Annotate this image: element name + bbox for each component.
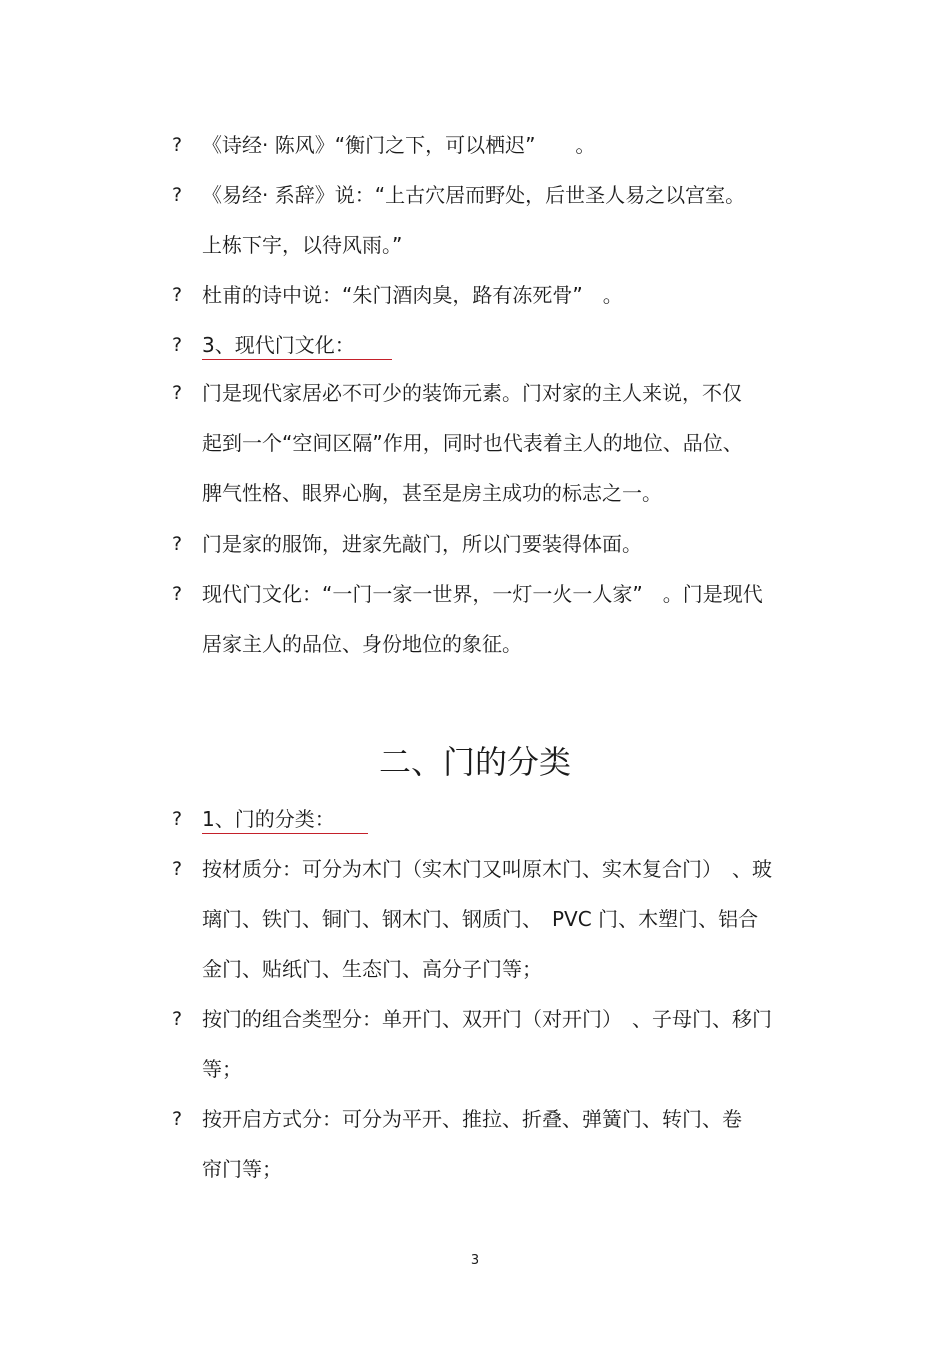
text-line: 杜甫的诗中说：“朱门酒肉臭，路有冻死骨” 。 — [202, 283, 623, 307]
text-line: 帘门等； — [202, 1157, 282, 1181]
bullet-marker: ? — [172, 134, 183, 156]
text-line: 上栋下宇，以待风雨。” — [202, 233, 403, 257]
text-line: 现代门文化：“一门一家一世界，一灯一火一人家” 。门是现代 — [202, 582, 763, 606]
text-line: 居家主人的品位、身份地位的象征。 — [202, 632, 522, 656]
bullet-marker: ? — [172, 583, 183, 605]
text-line: 璃门、铁门、铜门、钢木门、钢质门、 PVC 门、木塑门、铝合 — [202, 907, 759, 931]
bullet-marker: ? — [172, 284, 183, 306]
text-line: 金门、贴纸门、生态门、高分子门等； — [202, 957, 542, 981]
section-title: 二、门的分类 — [378, 743, 571, 781]
page-number: 3 — [470, 1253, 480, 1268]
text-line: 《诗经· 陈风》“衡门之下，可以栖迟” 。 — [202, 133, 596, 157]
underlined-heading: 3、现代门文化： — [202, 331, 392, 360]
subheading-door-classification — [202, 805, 368, 834]
text-line: 脾气性格、眼界心胸，甚至是房主成功的标志之一。 — [202, 481, 662, 505]
subheading-modern-door-culture — [202, 331, 392, 360]
bullet-marker: ? — [172, 184, 183, 206]
bullet-marker: ? — [172, 334, 183, 356]
text-line: 按开启方式分：可分为平开、推拉、折叠、弹簧门、转门、卷 — [202, 1107, 742, 1131]
text-line: 按门的组合类型分：单开门、双开门（对开门） 、子母门、移门 — [202, 1007, 772, 1031]
text-line: 《易经· 系辞》说：“上古穴居而野处，后世圣人易之以宫室。 — [202, 183, 746, 207]
bullet-marker: ? — [172, 1008, 183, 1030]
text-line: 门是现代家居必不可少的装饰元素。门对家的主人来说，不仅 — [202, 381, 742, 405]
bullet-marker: ? — [172, 533, 183, 555]
text-line: 起到一个“空间区隔”作用，同时也代表着主人的地位、品位、 — [202, 431, 743, 455]
text-line: 按材质分：可分为木门（实木门又叫原木门、实木复合门） 、玻 — [202, 857, 772, 881]
bullet-marker: ? — [172, 858, 183, 880]
text-line: 等； — [202, 1057, 242, 1081]
text-line: 门是家的服饰，进家先敲门，所以门要装得体面。 — [202, 532, 642, 556]
bullet-marker: ? — [172, 1108, 183, 1130]
bullet-marker: ? — [172, 382, 183, 404]
bullet-marker: ? — [172, 808, 183, 830]
underlined-heading: 1、门的分类： — [202, 805, 368, 834]
